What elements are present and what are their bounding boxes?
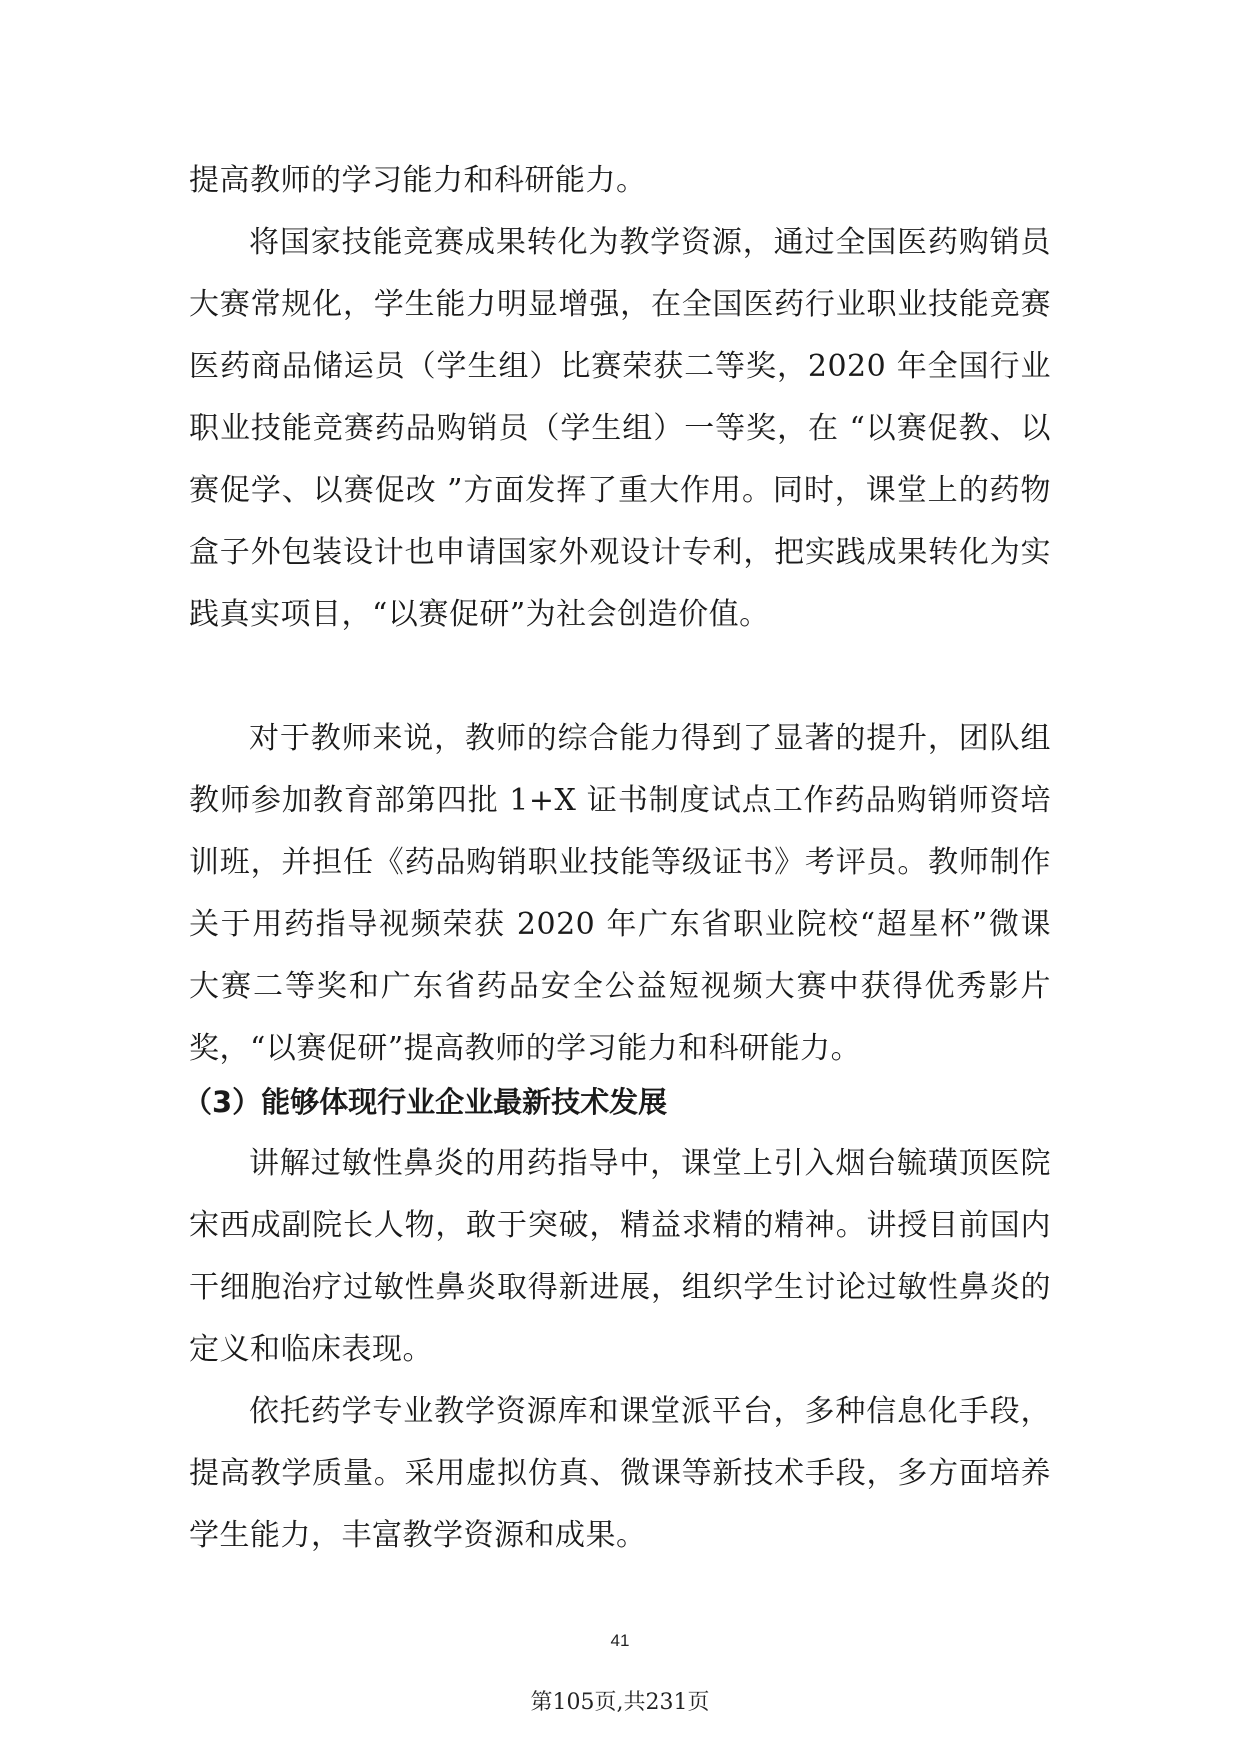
paragraph-competition-results: [189, 212, 1051, 646]
paragraph-continuation: [189, 150, 1051, 212]
paragraph-text: 对于教师来说，教师的综合能力得到了显著的提升，团队组教师参加教育部第四批 1+X 证书制度试点工作药品购销师资培训班，并担任《药品购销职业技能等级证书》考评员。教师制作关于用药指导视频荣获 2020 年广东省职业院校“超星杯”微课大赛二等奖和广东省药品安全公益短视频大赛中获得优秀影片奖，“以赛促研”提高教师的学习能力和科研能力。: [189, 721, 1051, 1066]
page-number: 41: [610, 1631, 630, 1650]
section-heading: （3）能够体现行业企业最新技术发展: [183, 1085, 668, 1119]
paragraph-text: 提高教师的学习能力和科研能力。: [189, 163, 647, 198]
paragraph-allergic-rhinitis: [189, 1133, 1051, 1381]
paragraph-text: 讲解过敏性鼻炎的用药指导中，课堂上引入烟台毓璜顶医院宋西成副院长人物，敢于突破，精益求精的精神。讲授目前国内干细胞治疗过敏性鼻炎取得新进展，组织学生讨论过敏性鼻炎的定义和临床表现。: [189, 1146, 1051, 1367]
page-counter: 第105页,共231页: [530, 1690, 710, 1715]
paragraph-text: 依托药学专业教学资源库和课堂派平台，多种信息化手段，提高教学质量。采用虚拟仿真、微课等新技术手段，多方面培养学生能力，丰富教学资源和成果。: [189, 1394, 1051, 1553]
paragraph-teacher-abilities: [189, 708, 1051, 1080]
paragraph-text: 将国家技能竞赛成果转化为教学资源，通过全国医药购销员大赛常规化，学生能力明显增强，在全国医药行业职业技能竞赛医药商品储运员（学生组）比赛荣获二等奖，2020 年全国行业职业技能竞赛药品购销员（学生组）一等奖，在 “以赛促教、以赛促学、以赛促改 ”方面发挥了重大作用。同时，课堂上的药物盒子外包装设计也申请国家外观设计专利，把实践成果转化为实践真实项目，“以赛促研”为社会创造价值。: [189, 225, 1051, 632]
paragraph-teaching-resources: [189, 1381, 1051, 1567]
